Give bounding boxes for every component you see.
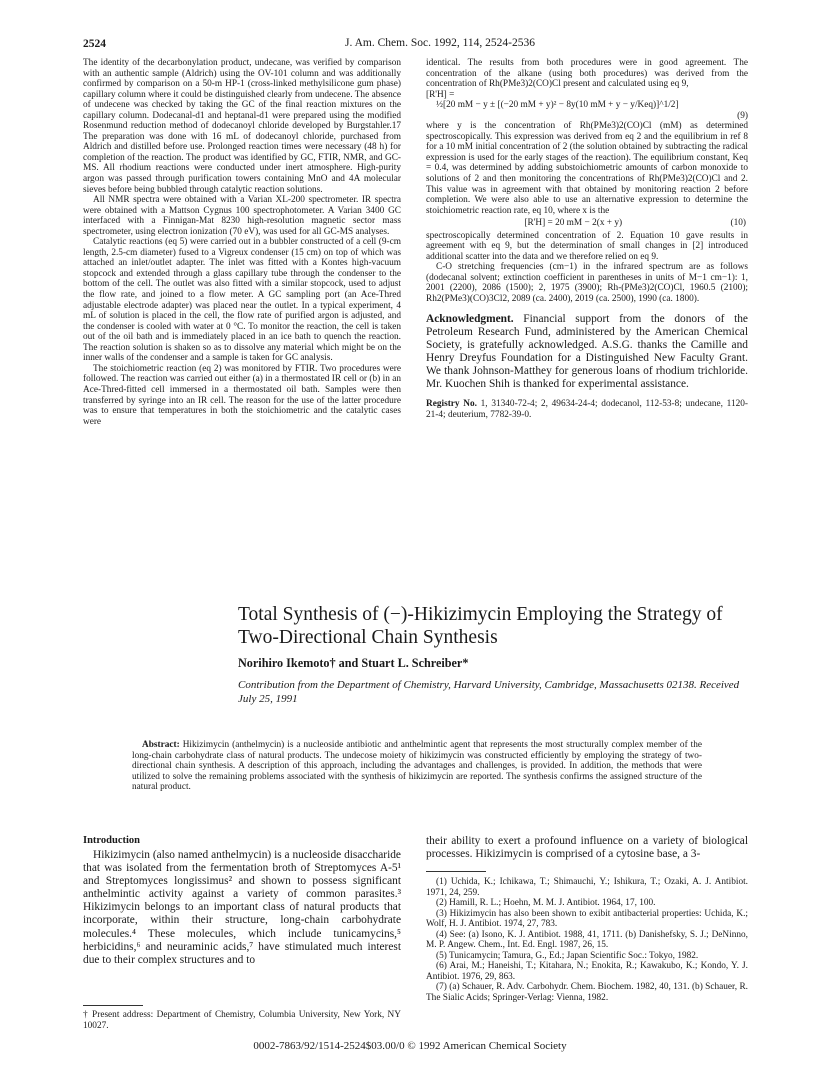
equation-10 <box>426 218 748 229</box>
equation-number: (10) <box>730 218 746 229</box>
registry-numbers <box>426 399 748 420</box>
introduction-continued: their ability to exert a profound influence on a variety of biological processes. Hikizimycin is comprised of a cytosine base, a 3- <box>426 835 748 861</box>
page-number: 2524 <box>83 38 106 50</box>
reference-item: (4) See: (a) Isono, K. J. Antibiot. 1988, 41, 1711. (b) Danishefsky, S. J.; DeNinno, M. P. Angew. Chem., Int. Ed. Engl. 1987, 26, 15. <box>426 929 748 951</box>
reference-item: (7) (a) Schauer, R. Adv. Carbohydr. Chem. Biochem. 1982, 40, 131. (b) Schauer, R. The Sialic Acids; Springer-Verlag: Vienna, 1982. <box>426 982 748 1004</box>
right-column <box>426 58 748 420</box>
abstract-text: Hikizimycin (anthelmycin) is a nucleoside antibiotic and anthelmintic agent that represents the most structurally complex member of the long-chain carbohydrate class of natural products. The undecose moiety of hikizimycin was constructed efficiently by employing the strategy of two-directional chain synthesis. A description of this approach, including the advantages and challenges, is provided. In addition, the methods that were utilized to solve the remaining problems associated with the synthesis of hikizimycin are reported. The synthesis confirms the assigned structure of the natural product. <box>132 740 703 793</box>
journal-header: J. Am. Chem. Soc. 1992, 114, 2524-2536 <box>345 37 535 49</box>
article-title: Total Synthesis of (−)-Hikizimycin Employing the Strategy of Two-Directional Chain Synthesis <box>238 604 723 648</box>
paragraph: identical. The results from both procedures were in good agreement. The concentration of the alkane (using both procedures) was derived from the concentration of Rh(PMe3)2(CO)Cl present and calculated using eq 9, <box>426 58 748 90</box>
footnote-divider <box>83 1005 143 1006</box>
paragraph: where y is the concentration of Rh(PMe3)2(CO)Cl (mM) as determined spectroscopically. This expression was derived from eq 2 and the equilibrium in ref 8 for a 10 mM initial concentration of 2 (the solution obtained by subtracting the radical expression is used for the early stages of the reaction). The equilibrium constant, Keq = 0.4, was determined by adding substoichiometric amounts of carbon monoxide to solutions of 2 and then monitoring the concentrations of Rh(PMe3)2(CO)Cl and 2. This value was in agreement with that obtained by monitoring reaction 2 before completion. We were also able to use an alternative expression to determine the stoichiometric reaction rate, eq 10, where x is the <box>426 121 748 216</box>
paragraph: spectroscopically determined concentration of 2. Equation 10 gave results in agreement with eq 9, but the determination of small changes in [2] introduced additional scatter into the data and we therefore relied on eq 9. <box>426 230 748 262</box>
page-footer: 0002-7863/92/1514-2524$03.00/0 © 1992 American Chemical Society <box>253 1040 567 1052</box>
abstract <box>132 740 702 793</box>
acknowledgment <box>426 313 748 392</box>
reference-item: (6) Arai, M.; Haneishi, T.; Kitahara, N.; Enokita, R.; Kawakubo, K.; Kondo, Y. J. Antibiot. 1976, 29, 863. <box>426 961 748 982</box>
registry-text: 1, 31340-72-4; 2, 49634-24-4; dodecanol, 112-53-8; undecane, 1120-21-4; deuterium, 7782-39-0. <box>426 399 749 420</box>
equation-10-body: [R'H] = 20 mM − 2(x + y) <box>524 218 623 229</box>
introduction-text: Hikizimycin (also named anthelmycin) is a nucleoside disaccharide that was isolated from the fermentation broth of Streptomyces A-5¹ and Streptomyces longissimus² and shown to possess significant anthelmintic activity against a variety of common parasites.³ Hikizimycin belongs to an important class of natural products that incorporate, within their structure, long-chain carbohydrate molecules.⁴ These molecules, which include tunicamycins,⁵ herbicidins,⁶ and neuraminic acids,⁷ have stimulated much interest due to their complex structures and to <box>83 849 401 966</box>
references-list <box>426 877 748 1004</box>
abstract-label: Abstract: <box>142 740 180 750</box>
reference-item: (3) Hikizimycin has also been shown to exibit antibacterial properties: Uchida, K.; Wolf, H. J. Antibiot. 1974, 27, 783. <box>426 908 748 930</box>
acknowledgment-label: Acknowledgment. <box>426 312 514 325</box>
reference-item: (1) Uchida, K.; Ichikawa, T.; Shimauchi, Y.; Ishikura, T.; Ozaki, A. J. Antibiot. 1971, 24, 259. <box>426 877 748 898</box>
section-heading: Introduction <box>83 835 140 846</box>
article-authors: Norihiro Ikemoto† and Stuart L. Schreiber* <box>238 656 469 670</box>
paragraph: Catalytic reactions (eq 5) were carried out in a bubbler constructed of a cell (9-cm length, 2.5-cm diameter) fused to a Vigreux condenser (15 cm) on top of which was attached an inlet/outlet adapter. The inlet was fitted with a Kontes high-vacuum stopcock and extended through a glass capillary tube through the condenser to the bottom of the cell. The outlet was also fitted with a similar stopcock, used to adjust the flow rate, and joined to a flow meter. A GC sampling port (an Ace-Thred adjustable electrode adapter) was placed near the outlet. In a typical experiment, 4 mL of solution is placed in the cell, the flow rate of purified argon is adjusted, and the condenser is cooled with water at 0 °C. To monitor the reaction, the cell is taken out of the oil bath and is immediately placed in an ice bath to quench the reaction. The reaction solution is shaken so as to dissolve any material which might be on the inner walls of the condenser and a sample is taken for GC analysis. <box>83 237 401 364</box>
article-affiliation: Contribution from the Department of Chemistry, Harvard University, Cambridge, Massachusetts 02138. Received July 25, 1991 <box>238 679 740 705</box>
equation-9-rhs: ½[20 mM − y ± [(−20 mM + y)² − 8y(10 mM + y − y/Keq)]^1/2] <box>436 100 679 111</box>
acknowledgment-text: Financial support from the donors of the Petroleum Research Fund, administered by the American Chemical Society, is gratefully acknowledged. A.S.G. thanks the Camille and Henry Dreyfus Foundation for a Distinguished New Faculty Grant. We thank Johnson-Matthey for generous loans of rhodium trichloride. Mr. Kuochen Shih is thanked for experimental assistance. <box>426 312 748 391</box>
equation-number: (9) <box>737 110 748 121</box>
left-column <box>83 58 401 427</box>
equation-9-lhs: [R'H] = <box>426 89 455 100</box>
reference-item: (2) Hamill, R. L.; Hoehn, M. M. J. Antibiot. 1964, 17, 100. <box>436 898 656 909</box>
footnote: † Present address: Department of Chemistry, Columbia University, New York, NY 10027. <box>83 1010 401 1031</box>
reference-item: (5) Tunicamycin; Tamura, G., Ed.; Japan Scientific Soc.: Tokyo, 1982. <box>436 950 699 961</box>
paragraph: All NMR spectra were obtained with a Varian XL-200 spectrometer. IR spectra were obtained with a Mattson Cygnus 100 spectrophotometer. A Varian 3400 GC interfaced with a Finnigan-Mat 8230 high-resolution magnetic sector mass spectrometer, using electron ionization (70 eV), was used for all GC-MS analyses. <box>83 195 401 237</box>
registry-label: Registry No. <box>426 399 477 410</box>
paragraph: The identity of the decarbonylation product, undecane, was verified by comparison with an authentic sample (Aldrich) using the OV-101 column and was additionally confirmed by comparison on a 50-m HP-1 (cross-linked methylsilicone gum phase) capillary column where it could be distinguished clearly from undecene. The absence of undecene was checked by taking the GC of the final reaction mixtures on the capillary column. Dodecanal-d1 and heptanal-d1 were prepared using the modified Rosenmund reduction method of dodecanoyl chloride developed by Burgstahler.17 The preparation was done with 16 mL of dodecanoyl chloride, purchased from Aldrich and distilled before use. Prolonged reaction times were necessary (48 h) for completion of the reaction. The product was identified by GC, FTIR, NMR, and GC-MS. All rhodium reactions were conducted under inert atmosphere. High-purity argon was passed through purification towers containing MnO and 4A molecular sieves before being bubbled through catalytic reaction solutions. <box>83 58 401 195</box>
paragraph: The stoichiometric reaction (eq 2) was monitored by FTIR. Two procedures were followed. The reaction was carried out either (a) in a thermostated IR cell or (b) in an Ace-Thred-fitted cell immersed in a thermostated oil bath. Samples were then transferred by syringe into an IR cell. The reason for the use of the latter procedure was to ensure that temperatures in both the stoichiometric and the catalytic cases were <box>83 363 401 427</box>
paragraph: C-O stretching frequencies (cm−1) in the infrared spectrum are as follows (dodecanal solvent; extinction coefficient in parentheses in units of M−1 cm−1): 1, 2001 (2200), 2086 (1500); 2, 1975 (3900); Rh-(PMe3)2(CO)Cl, 1960.5 (2100); Rh2(PMe3)(CO)3Cl2, 2089 (ca. 2400), 2019 (ca. 2500), 1990 (ca. 1800). <box>426 262 748 305</box>
references-divider <box>426 871 486 872</box>
